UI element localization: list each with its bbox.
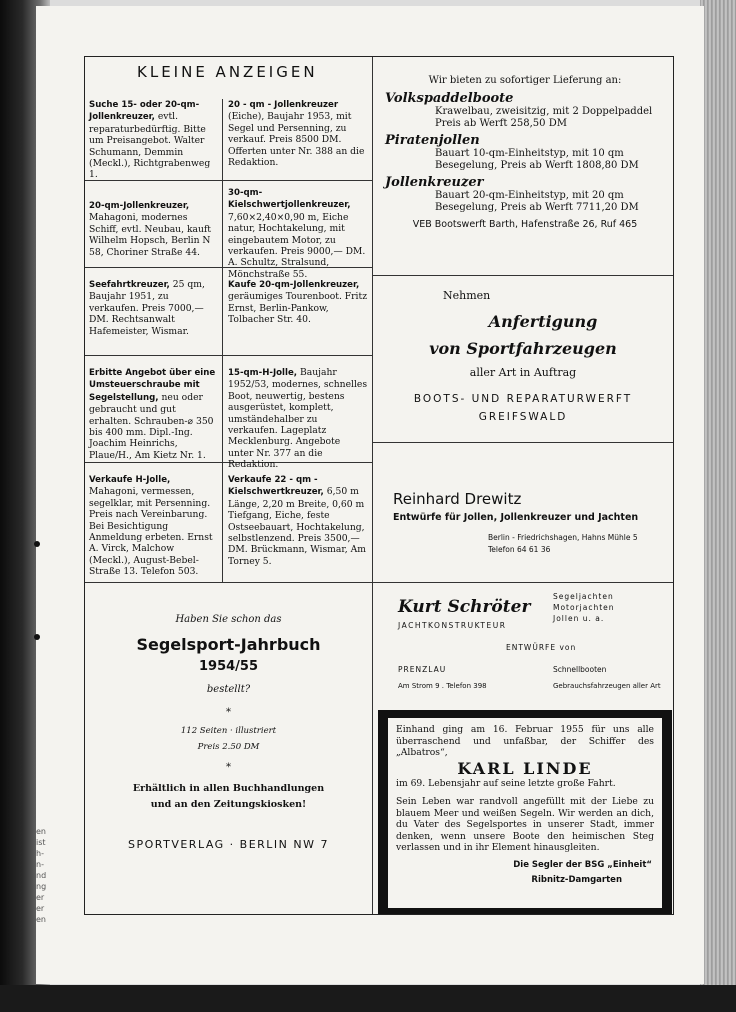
classified-ad-5: Seefahrtkreuzer, 25 qm, Baujahr 1951, zu verkaufen. Preis 7000,— DM. Rechtsanwalt Hafemeister, Wismar. — [89, 279, 205, 337]
ad-sheet — [84, 56, 674, 915]
veb-product-2-line-2: Besegelung, Preis ab Werft 1808,80 DM — [435, 160, 639, 171]
schroeter-type-1: Segeljachten — [553, 592, 614, 601]
binding-hole-2 — [34, 634, 40, 640]
schroeter-name: Kurt Schröter — [398, 597, 531, 617]
obituary-signature-2: Ribnitz-Damgarten — [531, 874, 622, 885]
greifswald-nehmen: Nehmen — [443, 289, 491, 302]
scan-bottom-edge — [0, 985, 736, 1012]
schroeter-type-3: Jollen u. a. — [553, 614, 605, 623]
jahrbuch-year: 1954/55 — [198, 659, 259, 674]
classified-ad-8: 15-qm-H-Jolle, Baujahr 1952/53, modernes, schnelles Boot, neuwertig, bestens ausgerüstet, komplett, umständehalber zu verkaufen. Lageplatz Mecklenburg. Angebote unter Nr. 377 an die Redaktion. — [228, 367, 368, 471]
greifswald-city: GREIFSWALD — [478, 411, 568, 423]
greifswald-anfertigung: Anfertigung — [488, 312, 598, 331]
jahrbuch-avail-1: Erhältlich in allen Buchhandlungen — [132, 783, 325, 794]
schroeter-city: PRENZLAU — [398, 665, 447, 674]
veb-footer: VEB Bootswerft Barth, Hafenstraße 26, Ruf 465 — [412, 219, 638, 230]
schroeter-boats-2: Gebrauchsfahrzeugen aller Art — [553, 682, 661, 690]
jahrbuch-ordered: bestellt? — [206, 684, 251, 695]
page-stack-edge — [700, 0, 736, 1012]
obituary-border — [378, 710, 672, 914]
obituary-signature-1: Die Segler der BSG „Einheit“ — [513, 859, 652, 870]
jahrbuch-price: Preis 2.50 DM — [197, 742, 260, 752]
obituary-journey: im 69. Lebensjahr auf seine letzte große Fahrt. — [396, 778, 616, 790]
schroeter-role: JACHTKONSTRUKTEUR — [398, 621, 507, 630]
obituary-name: KARL LINDE — [457, 758, 593, 778]
veb-product-1-name: Volkspaddelboote — [385, 91, 514, 106]
margin-text-fragment: en ist h- n- nd ng er er en — [36, 827, 47, 924]
obituary-intro: Einhand ging am 16. Februar 1955 für uns alle überraschend und unfaßbar, der Schiffer des „Albatros“, — [396, 724, 654, 759]
veb-product-3-line-1: Bauart 20-qm-Einheitstyp, mit 20 qm — [435, 190, 624, 201]
drewitz-tagline: Entwürfe für Jollen, Jollenkreuzer und Jachten — [393, 512, 639, 523]
veb-intro: Wir bieten zu sofortiger Lieferung an: — [428, 75, 622, 86]
schroeter-entwuerfe: ENTWÜRFE von — [506, 643, 577, 652]
veb-product-2-name: Piratenjollen — [385, 133, 480, 148]
drewitz-address: Berlin - Friedrichshagen, Hahns Mühle 5 — [488, 533, 638, 542]
schroeter-types — [553, 591, 615, 624]
drewitz-phone: Telefon 64 61 36 — [488, 545, 551, 554]
drewitz-ad — [393, 490, 668, 554]
magazine-page — [36, 6, 704, 984]
schroeter-type-2: Motorjachten — [553, 603, 615, 612]
greifswald-werft: BOOTS- UND REPARATURWERFT — [413, 393, 633, 405]
veb-product-1-line-2: Preis ab Werft 258,50 DM — [435, 118, 567, 129]
schroeter-ad — [378, 587, 668, 707]
veb-product-1-line-1: Krawelbau, zweisitzig, mit 2 Doppelpaddel — [435, 106, 653, 117]
jahrbuch-publisher: SPORTVERLAG · BERLIN NW 7 — [127, 838, 330, 851]
greifswald-art: aller Art in Auftrag — [469, 366, 577, 379]
obituary-tribute: Sein Leben war randvoll angefüllt mit der Liebe zu blauem Meer und weißen Segeln. Wir werden an dich, du Vater des Segelsportes in unserer Stadt, immer denken, wenn unsere Boote den heimischen Steg verlassen und in ihr Element hinausgleiten. — [396, 795, 654, 854]
classified-ad-2: 20 - qm - Jollenkreuzer (Eiche), Baujahr 1953, mit Segel und Persenning, zu verkauf. Preis 8500 DM. Offerten unter Nr. 388 an die Redaktion. — [228, 100, 365, 169]
jahrbuch-ad — [85, 614, 372, 851]
veb-ad — [385, 75, 665, 231]
obituary-notice — [388, 718, 662, 908]
jahrbuch-title: Segelsport-Jahrbuch — [136, 635, 321, 654]
veb-product-3-line-2: Besegelung, Preis ab Werft 7711,20 DM — [435, 202, 639, 213]
jahrbuch-question: Haben Sie schon das — [175, 614, 282, 625]
classified-ad-10: Verkaufe 22 - qm - Kielschwertkreuzer, 6,50 m Länge, 2,20 m Breite, 0,60 m Tiefgang, Eiche, feste Ostseebauart, Hochtakelung, selbstlenzend. Preis 3500,— DM. Brückmann, Wismar, Am Torney 5. — [228, 475, 366, 567]
jahrbuch-avail-2: und an den Zeitungskiosken! — [150, 799, 307, 810]
schroeter-address: Am Strom 9 . Telefon 398 — [398, 682, 487, 690]
jahrbuch-pages: 112 Seiten · illustriert — [180, 726, 277, 736]
classified-ad-7: Erbitte Angebot über eine Umsteuerschraube mit Segelstellung, neu oder gebraucht und gut erhalten. Schrauben-⌀ 350 bis 400 mm. Dipl.-Ing. Joachim Heinrichs, Plaue/H., Am Kietz Nr. 1. — [89, 368, 216, 461]
schroeter-boats-1: Schnellbooten — [553, 665, 607, 674]
veb-product-3-name: Jollenkreuzer — [385, 175, 484, 190]
drewitz-name: Reinhard Drewitz — [393, 490, 522, 508]
greifswald-ad — [373, 289, 673, 423]
greifswald-sportfahrzeuge: von Sportfahrzeugen — [429, 339, 617, 358]
classified-ad-1: Suche 15- oder 20-qm-Jollenkreuzer, evtl. reparaturbedürftig. Bitte um Preisangebot. Walter Schumann, Demmin (Meckl.), Richtgrabenweg 1. — [89, 100, 211, 181]
section-title: KLEINE ANZEIGEN — [137, 63, 318, 81]
classified-ad-4: 30-qm-Kielschwertjollenkreuzer, 7,60×2,40×0,90 m, Eiche natur, Hochtakelung, mit eingebautem Motor, zu verkaufen. Preis 9000,— DM. A. Schultz, Stralsund, Mönchstraße 55. — [228, 188, 366, 280]
veb-product-2-line-1: Bauart 10-qm-Einheitstyp, mit 10 qm — [435, 148, 624, 159]
jahrbuch-star-2: * — [226, 762, 231, 773]
jahrbuch-star-1: * — [226, 707, 231, 718]
classified-ad-6: Kaufe 20-qm-Jollenkreuzer, geräumiges Tourenboot. Fritz Ernst, Berlin-Pankow, Tolbacher Str. 40. — [228, 280, 368, 326]
binding-hole-1 — [34, 541, 40, 547]
classified-ad-3: 20-qm-Jollenkreuzer, Mahagoni, modernes Schiff, evtl. Neubau, kauft Wilhelm Hopsch, Berlin N 58, Choriner Straße 44. — [89, 201, 211, 258]
classified-ad-9: Verkaufe H-Jolle, Mahagoni, vermessen, segelklar, mit Persenning. Preis nach Vereinbarung. Bei Besichtigung Anmeldung erbeten. Ernst A. Virck, Malchow (Meckl.), August-Bebel-Straße 13. Telefon 503. — [89, 475, 213, 578]
